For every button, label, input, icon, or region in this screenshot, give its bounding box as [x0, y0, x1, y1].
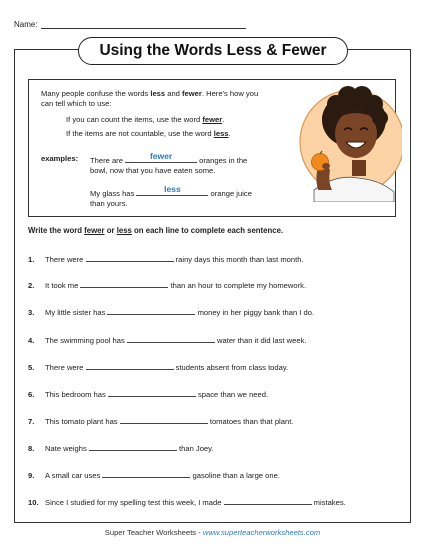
name-field-row: [14, 20, 246, 29]
answer-blank-1[interactable]: [86, 253, 174, 262]
footer: Super Teacher Worksheets - www.superteacherworksheets.com: [104, 528, 321, 537]
example-1-blank: [125, 151, 197, 163]
intro-line-2: can tell which to use:: [41, 99, 112, 108]
intro-line-1: Many people confuse the words less and fewer. Here's how you: [41, 89, 259, 98]
question-8: 8. Nate weighs than Joey.: [28, 444, 214, 453]
footer-url[interactable]: www.superteacherworksheets.com: [202, 528, 321, 537]
answer-blank-2[interactable]: [80, 279, 168, 288]
rule-countable: If you can count the items, use the word fewer.: [66, 115, 225, 124]
question-10: 10. Since I studied for my spelling test this week, I made mistakes.: [28, 498, 346, 507]
example-2-line-2: than yours.: [90, 199, 128, 208]
question-1: 1. There were rainy days this month than last month.: [28, 255, 304, 264]
name-line[interactable]: [41, 20, 246, 29]
question-7: 7. This tomato plant has tomatoes than that plant.: [28, 417, 294, 426]
example-1-line-2: bowl, now that you have eaten some.: [90, 166, 216, 175]
question-6: 6. This bedroom has space than we need.: [28, 390, 269, 399]
question-5: 5. There were students absent from class today.: [28, 363, 289, 372]
rule-uncountable: If the items are not countable, use the word less.: [66, 129, 231, 138]
worksheet-title: Using the Words Less & Fewer: [78, 37, 348, 65]
answer-blank-10[interactable]: [224, 496, 312, 505]
example-2-line-1: My glass has less orange juice: [90, 184, 252, 198]
example-1-answer: fewer: [149, 151, 173, 161]
girl-with-orange-illustration: [296, 78, 402, 202]
instructions: Write the word fewer or less on each line to complete each sentence.: [28, 226, 284, 235]
question-4: 4. The swimming pool has water than it did last week.: [28, 336, 307, 345]
answer-blank-8[interactable]: [89, 442, 177, 451]
answer-blank-4[interactable]: [127, 334, 215, 343]
answer-blank-9[interactable]: [102, 469, 190, 478]
example-2-blank: [136, 184, 208, 196]
footer-brand: Super Teacher Worksheets: [104, 528, 197, 537]
name-label: Name:: [14, 20, 38, 29]
example-1-line-1: There are fewer oranges in the: [90, 151, 248, 165]
question-9: 9. A small car uses gasoline than a large one.: [28, 471, 280, 480]
question-3: 3. My little sister has money in her piggy bank than I do.: [28, 308, 315, 317]
answer-blank-3[interactable]: [107, 306, 195, 315]
answer-blank-7[interactable]: [120, 415, 208, 424]
answer-blank-6[interactable]: [108, 388, 196, 397]
examples-label: examples:: [41, 154, 79, 163]
question-2: 2. It took me than an hour to complete my homework.: [28, 281, 307, 290]
answer-blank-5[interactable]: [86, 361, 174, 370]
example-2-answer: less: [164, 184, 181, 194]
